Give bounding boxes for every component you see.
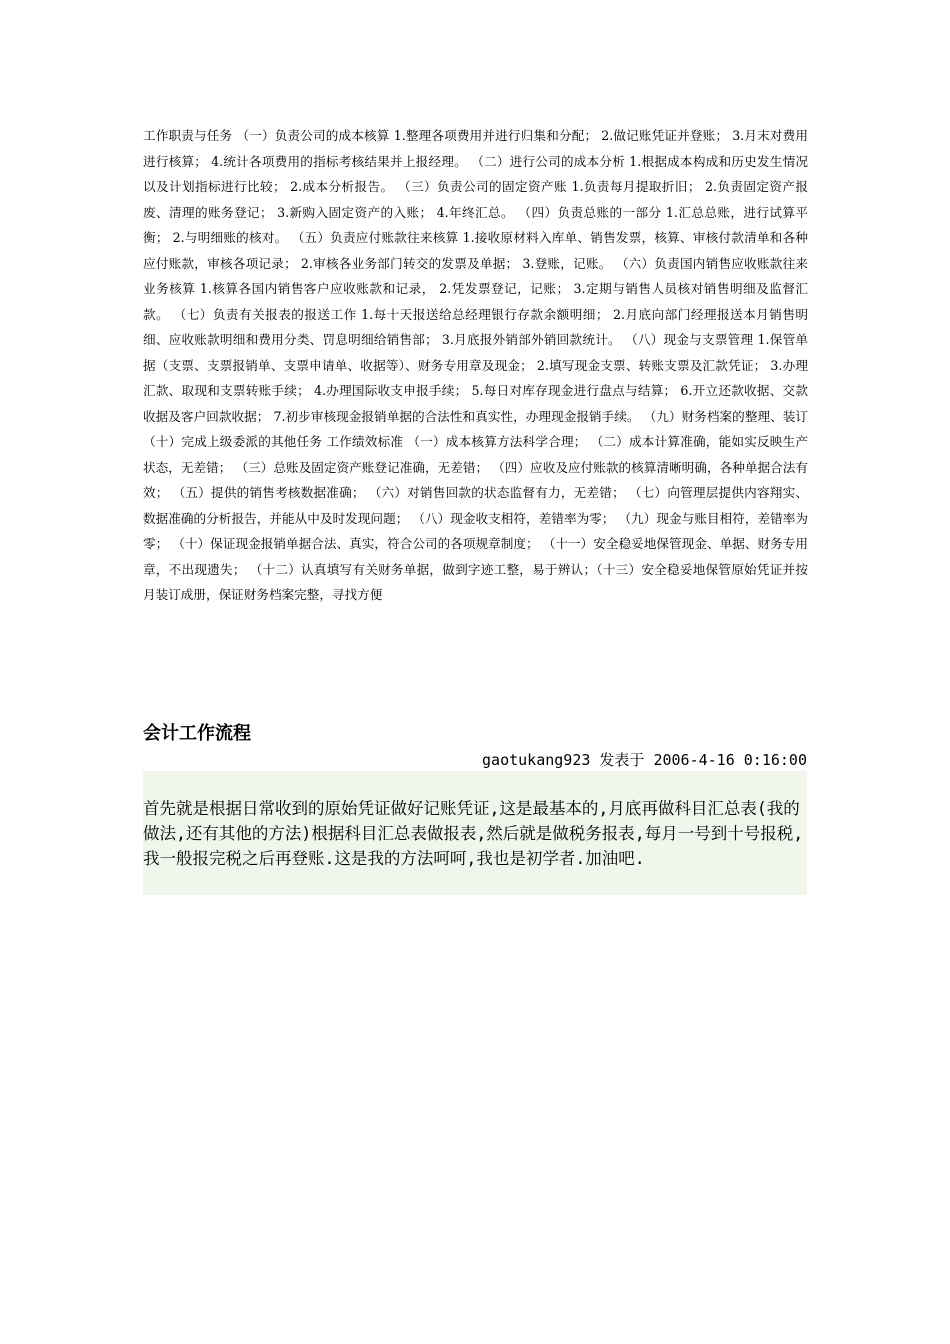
- article-title: 会计工作流程: [143, 723, 251, 744]
- post-body-text: 首先就是根据日常收到的原始凭证做好记账凭证,这是最基本的,月底再做科目汇总表(我的做法,还有其他的方法)根据科目汇总表做报表,然后就是做税务报表,每月一号到十号报税,我一般报完税之后再登账.这是我的方法呵呵,我也是初学者.加油吧.: [143, 799, 804, 868]
- job-duties-paragraph: 工作职责与任务 （一）负责公司的成本核算 1.整理各项费用并进行归集和分配； 2.做记账凭证并登账； 3.月末对费用进行核算； 4.统计各项费用的指标考核结果并上报经理。 （二）进行公司的成本分析 1.根据成本构成和历史发生情况以及计划指标进行比较； 2.成本分析报告。 （三）负责公司的固定资产账 1.负责每月提取折旧； 2.负责固定资产报废、清理的账务登记； 3.新购入固定资产的入账； 4.年终汇总。 （四）负责总账的一部分 1.汇总总账，进行试算平衡； 2.与明细账的核对。 （五）负责应付账款往来核算 1.接收原材料入库单、销售发票，核算、审核付款清单和各种应付账款，审核各项记录； 2.审核各业务部门转交的发票及单据； 3.登账，记账。 （六）负责国内销售应收账款往来业务核算 1.核算各国内销售客户应收账款和记录， 2.凭发票登记，记账； 3.定期与销售人员核对销售明细及监督汇款。 （七）负责有关报表的报送工作 1.每十天报送给总经理银行存款余额明细； 2.月底向部门经理报送本月销售明细、应收账款明细和费用分类、罚息明细给销售部； 3.月底报外销部外销回款统计。 （八）现金与支票管理 1.保管单据（支票、支票报销单、支票申请单、收据等）、财务专用章及现金； 2.填写现金支票、转账支票及汇款凭证； 3.办理汇款、取现和支票转账手续； 4.办理国际收支申报手续； 5.每日对库存现金进行盘点与结算； 6.开立还款收据、交款收据及客户回款收据； 7.初步审核现金报销单据的合法性和真实性，办理现金报销手续。 （九）财务档案的整理、装订 （十）完成上级委派的其他任务 工作绩效标准 （一）成本核算方法科学合理； （二）成本计算准确，能如实反映生产状态，无差错； （三）总账及固定资产账登记准确，无差错； （四）应收及应付账款的核算清晰明确，各种单据合法有效； （五）提供的销售考核数据准确； （六）对销售回款的状态监督有力，无差错； （七）向管理层提供内容翔实、数据准确的分析报告，并能从中及时发现问题； （八）现金收支相符，差错率为零； （九）现金与账目相符，差错率为零； （十）保证现金报销单据合法、真实，符合公司的各项规章制度； （十一）安全稳妥地保管现金、单据、财务专用章，不出现遗失； （十二）认真填写有关财务单据，做到字迹工整，易于辨认；（十三）安全稳妥地保管原始凭证并按月装订成册，保证财务档案完整，寻找方便: [143, 128, 808, 602]
- post-content-box: [143, 771, 807, 895]
- article-byline: gaotukang923 发表于 2006-4-16 0:16:00: [482, 751, 807, 769]
